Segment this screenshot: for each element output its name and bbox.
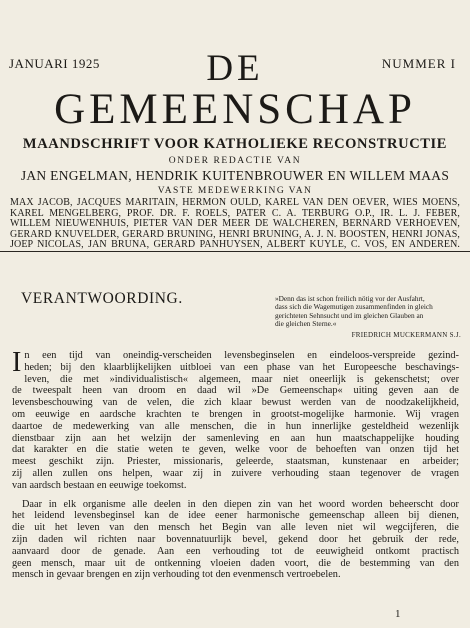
body-line: heden; bij den klaarblijkelijken uitbloei van een phase van het Europeesche beschavings- bbox=[24, 361, 459, 373]
page-number: 1 bbox=[395, 608, 401, 620]
masthead-title: GEMEENSCHAP bbox=[54, 86, 416, 133]
epigraph-line: die gleichen Sterne.« bbox=[275, 319, 337, 329]
body-line: levensbeschouwing van de velen, die zich klaar bewust werden van de noodzakelijkheid, bbox=[12, 397, 459, 409]
body-line: de tweespalt heen van droom en daad wil »De Gemeenschap« uiting geven aan de bbox=[12, 385, 459, 397]
body-line: dienstbaar zijn aan het welzijn der samenleving en aan hun maatschappelijke houding bbox=[12, 432, 459, 444]
medewerking-label: VASTE MEDEWERKING VAN bbox=[157, 186, 313, 196]
redactie-label: ONDER REDACTIE VAN bbox=[168, 156, 302, 166]
epigraph-line: dass sich die Wagemutigen zusammenfinden in gleich bbox=[275, 302, 433, 312]
body-line: om eeuwige en aardsche krachten te brengen in grootst-mogelijke harmonie. Wij vragen bbox=[12, 408, 459, 420]
masthead-title-de: DE bbox=[206, 48, 264, 89]
body-line: zij allen zullen ons helpen, waar zij in zuivere verhouding staan tegenover de vragen bbox=[12, 467, 459, 479]
body-line: het leidend levensbeginsel kan de idee eener harmonische gemeenschap alleen bij dienen, bbox=[12, 510, 459, 522]
epigraph-line: »Denn das ist schon freilich nötig vor der Ausfahrt, bbox=[275, 294, 425, 303]
body-line: zijn daden wil richten naar bovennatuurlijk bevel, gekend door het gebruik der rede, bbox=[12, 533, 459, 545]
contributor-line: KAREL MENGELBERG, PROF. DR. F. ROELS, PATER C. A. TERBURG O.P., IR. L. J. FEBER, bbox=[10, 207, 460, 219]
article-body bbox=[12, 347, 459, 581]
editors-line: JAN ENGELMAN, HENDRIK KUITENBROUWER EN WILLEM MAAS bbox=[20, 168, 450, 183]
masthead-divider bbox=[0, 251, 470, 252]
contributor-line: JOEP NICOLAS, JAN BRUNA, GERARD PANHUYSEN, ALBERT KUYLE, C. VOS, EN ANDEREN. bbox=[10, 239, 460, 250]
contributor-line: GERARD KNUVELDER, GERARD BRUNING, HENRI BRUNING, A. J. N. BOOSTEN, HENRI JONAS, bbox=[10, 228, 460, 240]
contributor-line: MAX JACOB, JACQUES MARITAIN, HERMON OULD, KAREL VAN DEN OEVER, WIES MOENS, bbox=[10, 197, 460, 208]
epigraph-author: FRIEDRICH MUCKERMANN S.J. bbox=[351, 330, 461, 339]
body-line: dat karakter en die statie weten te geven, welke voor de behoeften van onzen tijd het bbox=[12, 444, 459, 456]
issue-date: JANUARI 1925 bbox=[9, 56, 100, 71]
epigraph-line: gerichteten Sehnsucht und im gleichen Glauben an bbox=[275, 310, 424, 320]
issue-number: NUMMER I bbox=[381, 56, 456, 71]
body-line: daartoe de medewerking van alle menschen, die in hun innerlijke gesteldheid wezenlijk bbox=[12, 420, 459, 432]
body-line: aanvaard door de genade. Aan een verhouding tot de eeuwigheid ontkomt practisch bbox=[12, 545, 459, 557]
masthead-subtitle: MAANDSCHRIFT VOOR KATHOLIEKE RECONSTRUCTIE bbox=[22, 136, 448, 152]
body-line: Daar in elk organisme alle deelen in den diepen zin van het woord worden beheerscht door bbox=[22, 498, 459, 510]
article-title: VERANTWOORDING. bbox=[21, 290, 183, 307]
body-line: leven, die met »individualistisch« algemeen, maar niet oneerlijk is gekenschetst; over bbox=[24, 373, 459, 385]
body-line: meest geschikt zijn. Priester, missionaris, geleerde, staatsman, kunstenaar en arbeider; bbox=[12, 456, 459, 468]
drop-cap: I bbox=[12, 347, 22, 378]
body-line: n een tijd van oneindig-verscheiden levensbeginselen en eindeloos-verspreide gezind- bbox=[24, 350, 459, 361]
contributors-list bbox=[10, 198, 460, 251]
body-line: die uit het leven van den mensch het Begin van alle leven niet wil wegcijferen, die bbox=[12, 522, 459, 534]
body-line: mensch in gevaar brengen en zijn verhouding tot den evenmensch vertroebelen. bbox=[12, 569, 341, 581]
contributor-line: WILLEM NIEUWENHUIS, PIETER VAN DER MEER DE WALCHEREN, BERNARD VERHOEVEN, bbox=[10, 218, 460, 229]
epigraph bbox=[275, 295, 461, 339]
body-line: geen mensch, maar uit de ontkenning vloeien daden voort, die de bestemming van den bbox=[12, 557, 459, 569]
body-line: van aardsch bestaan en eeuwige toekomst. bbox=[12, 479, 187, 491]
